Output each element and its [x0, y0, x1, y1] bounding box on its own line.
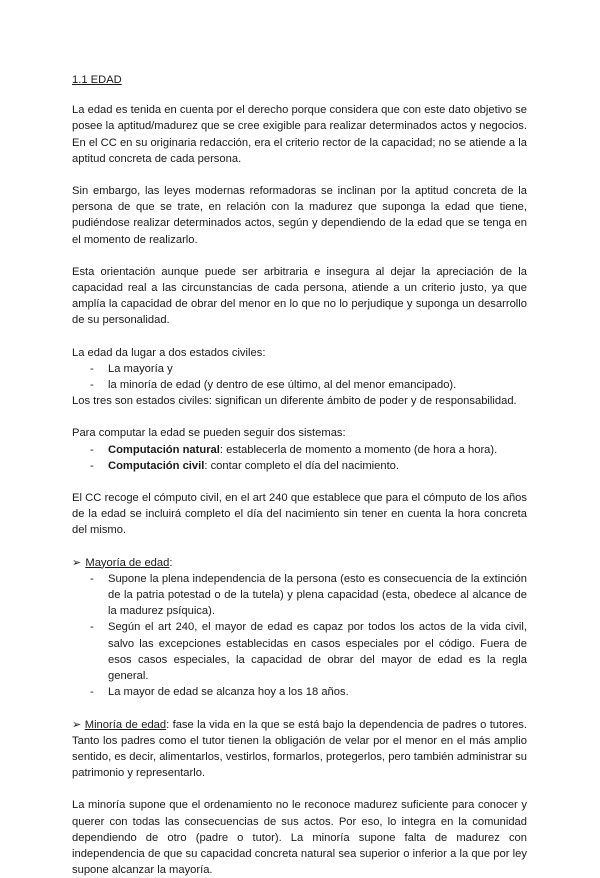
document-page	[72, 72, 527, 878]
paragraph-minoria	[72, 717, 527, 782]
list-item: - Según el art 240, el mayor de edad es capaz por todos los actos de la vida civil, salvo las excepciones establecidas en casos especiales por el código. Fuera de esos casos especiales, la capacidad de obrar del mayor de edad es la regla general.	[72, 619, 527, 684]
list-item	[72, 458, 527, 474]
estados-civiles-block	[72, 345, 527, 410]
estados-intro: La edad da lugar a dos estados civiles:	[72, 346, 266, 359]
arrow-bullet-icon: ➢	[72, 556, 82, 569]
mayoria-block	[72, 555, 527, 701]
list-item: - La mayor de edad se alcanza hoy a los 18 años.	[72, 684, 527, 700]
arrow-bullet-icon: ➢	[72, 718, 82, 731]
list-item: - Supone la plena independencia de la persona (esto es consecuencia de la extinción de la patria potestad o de la tutela) y plena capacidad (esta, obedece al alcance de la madurez psíquica).	[72, 571, 527, 620]
term-computacion-civil: Computación civil	[108, 459, 205, 472]
paragraph-leyes-modernas: Sin embargo, las leyes modernas reformadoras se inclinan por la aptitud concreta de la persona de que se trate, en relación con la madurez que suponga la edad que tiene, pudiéndose realizar determinados actos, según y dependiendo de la edad que se tenga en el momento de realizarlo.	[72, 185, 527, 246]
list-item: - La mayoría y	[72, 361, 527, 377]
estados-list	[72, 361, 527, 393]
paragraph-computo-civil: El CC recoge el cómputo civil, en el art 240 que establece que para el cómputo de los años de la edad se incluirá completo el día del nacimiento sin tener en cuenta la hora concreta del mismo.	[72, 492, 527, 537]
desc-computacion-civil: : contar completo el día del nacimiento.	[204, 459, 400, 472]
minoria-text: : fase la vida en la que se está bajo la dependencia de padres o tutores. Tanto los padres como el tutor tienen la obligación de velar por el menor en el más amplio sentido, es decir, alimentarlos, vestirlos, formarlos, protegerlos, pero también administrar su patrimonio y representarlo.	[72, 718, 527, 780]
paragraph-orientacion: Esta orientación aunque puede ser arbitraria e insegura al dejar la apreciación de la capacidad real a las circunstancias de cada persona, atiende a un criterio justo, ya que amplía la capacidad de obrar del menor en lo que no lo perjudique y suponga un desarrollo de su personalidad.	[72, 265, 527, 327]
mayoria-title-row	[72, 555, 527, 571]
paragraph-intro: La edad es tenida en cuenta por el derecho porque considera que con este dato objetivo se posee la aptitud/madurez que se cree exigible para realizar determinados actos y negocios. En el CC en su originaria redacción, era el criterio rector de la capacidad; no se atiende a la aptitud concreta de cada persona.	[72, 104, 527, 165]
term-computacion-natural: Computación natural	[108, 443, 220, 456]
computo-list	[72, 442, 527, 474]
desc-computacion-natural: : establecerla de momento a momento (de hora a hora).	[219, 443, 498, 456]
list-item: - la minoría de edad (y dentro de ese último, al del menor emancipado).	[72, 377, 527, 393]
list-item	[72, 442, 527, 458]
computo-intro: Para computar la edad se pueden seguir dos sistemas:	[72, 427, 346, 440]
mayoria-colon: :	[169, 556, 173, 569]
minoria-title: Minoría de edad	[84, 718, 167, 731]
paragraph-minoria-madurez: La minoría supone que el ordenamiento no le reconoce madurez suficiente para conocer y querer con todas las consecuencias de sus actos. Por eso, lo integra en la comunidad dependiendo de otro (padre o tutor). La minoría supone falta de madurez con independencia de que su capacidad concreta natural sea superior o inferior a la que por ley supone alcanzar la mayoría.	[72, 799, 527, 877]
mayoria-list	[72, 571, 527, 701]
section-heading: 1.1 EDAD	[72, 74, 122, 86]
estados-outro: Los tres son estados civiles: significan un diferente ámbito de poder y de responsabilidad.	[72, 395, 517, 408]
mayoria-title: Mayoría de edad	[85, 556, 170, 569]
computo-block	[72, 425, 527, 474]
